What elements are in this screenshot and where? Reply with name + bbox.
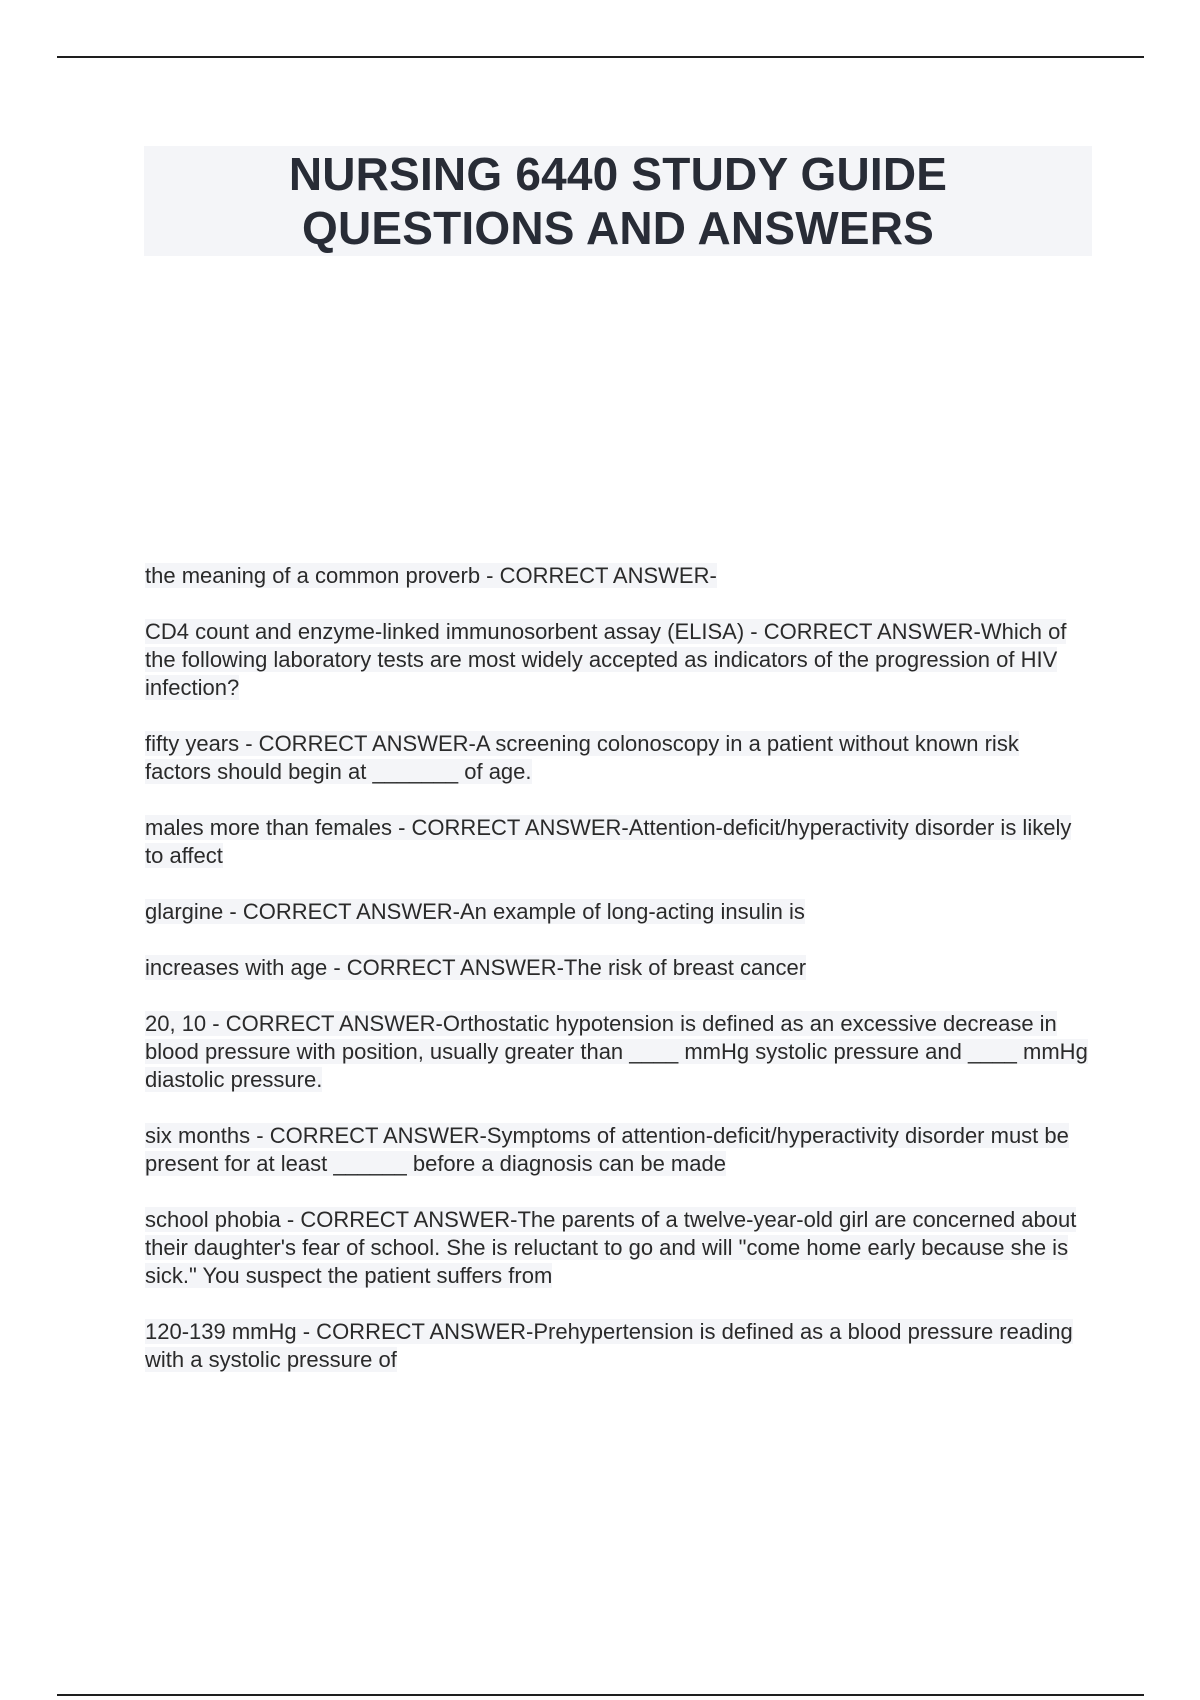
qa-item [145,730,1090,786]
qa-text: the meaning of a common proverb - CORRECT ANSWER- [145,563,717,588]
document-title [144,146,1092,256]
qa-item [145,1206,1090,1290]
bottom-divider [57,1694,1144,1696]
qa-text: increases with age - CORRECT ANSWER-The risk of breast cancer [145,955,807,980]
qa-item [145,618,1090,702]
qa-text: 20, 10 - CORRECT ANSWER-Orthostatic hypotension is defined as an excessive decrease in blood pressure with position, usually greater than ____ mmHg systolic pressure and ____ mmHg diastolic pressure. [145,1011,1088,1092]
qa-text: fifty years - CORRECT ANSWER-A screening colonoscopy in a patient without known risk factors should begin at _______ of age. [145,731,1019,784]
title-line-2: QUESTIONS AND ANSWERS [301,202,935,254]
qa-item [145,1318,1090,1374]
qa-list [145,562,1090,1402]
qa-text: six months - CORRECT ANSWER-Symptoms of attention-deficit/hyperactivity disorder must be present for at least ______ before a diagnosis can be made [145,1123,1069,1176]
qa-item [145,954,1090,982]
title-line-1: NURSING 6440 STUDY GUIDE [288,148,948,200]
qa-item [145,898,1090,926]
qa-text: males more than females - CORRECT ANSWER-Attention-deficit/hyperactivity disorder is likely to affect [145,815,1072,868]
qa-item [145,814,1090,870]
top-divider [57,56,1144,58]
qa-item [145,562,1090,590]
qa-text: school phobia - CORRECT ANSWER-The parents of a twelve-year-old girl are concerned about their daughter's fear of school. She is reluctant to go and will "come home early because she is sick." You suspect the patient suffers from [145,1207,1077,1288]
qa-text: glargine - CORRECT ANSWER-An example of long-acting insulin is [145,899,805,924]
qa-item [145,1122,1090,1178]
qa-text: 120-139 mmHg - CORRECT ANSWER-Prehypertension is defined as a blood pressure reading with a systolic pressure of [145,1319,1073,1372]
qa-text: CD4 count and enzyme-linked immunosorbent assay (ELISA) - CORRECT ANSWER-Which of the following laboratory tests are most widely accepted as indicators of the progression of HIV infection? [145,619,1067,700]
qa-item [145,1010,1090,1094]
